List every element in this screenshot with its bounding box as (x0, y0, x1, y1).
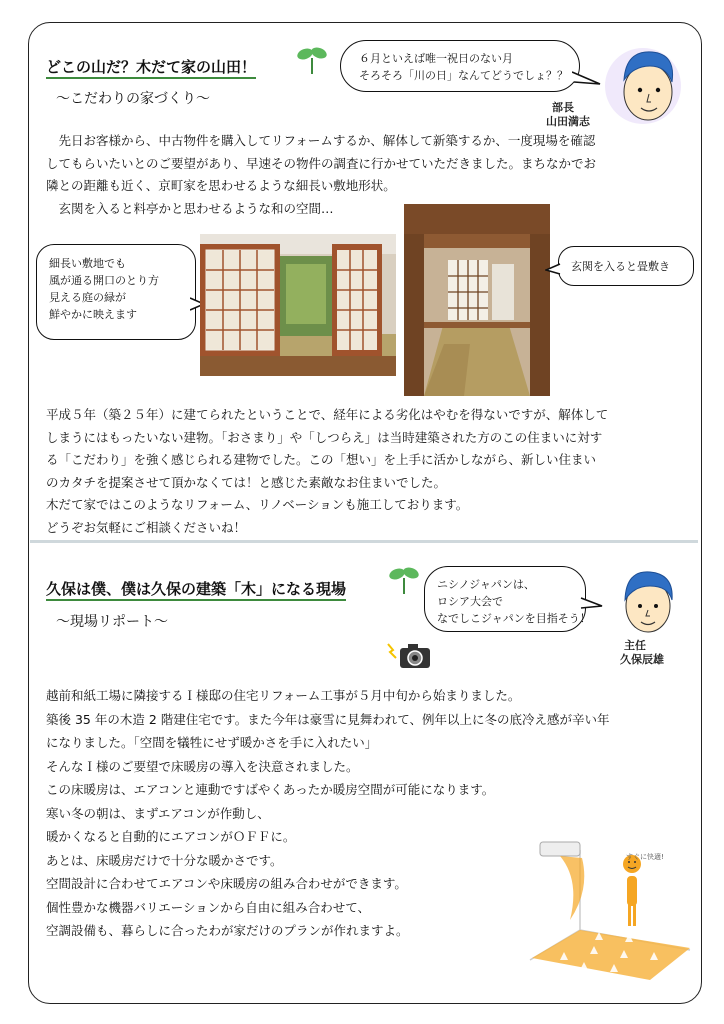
text-line: になりました。「空間を犠牲にせず暖かさを手に入れたい」 (46, 735, 378, 750)
speech-line: 見える庭の緑が (49, 291, 126, 304)
text-line: 寒い冬の朝は、まずエアコンが作動し、 (46, 805, 270, 821)
section2-title: 久保は僕、僕は久保の建築「木」になる現場 (46, 578, 346, 599)
speech-line: 玄関を入ると畳敷き (571, 260, 670, 273)
text-line: この床暖房は、エアコンと連動ですばやくあったか暖房空間が可能になります。 (46, 782, 495, 797)
speech-bubble-opening (36, 244, 196, 340)
floor-heating-illustration (520, 830, 700, 990)
speech-bubble-entrance (558, 246, 694, 286)
speech-line: ６月といえば唯一祝日のない月 (359, 52, 513, 65)
text-line: 隣との距離も近く、京町家を思わせるような細長い敷地形状。 (46, 178, 396, 193)
bubble-tail (572, 70, 602, 90)
section1-subtitle: 〜こだわりの家づくり〜 (56, 91, 210, 107)
text-line: る「こだわり」を強く感じられる建物でした。この「想い」を上手に活かしながら、新しい住まい (46, 452, 597, 467)
camera-icon (386, 640, 432, 670)
sprout-icon (388, 564, 420, 594)
sprout-icon (296, 44, 328, 74)
text-line: 先日お客様から、中古物件を購入してリフォームするか、解体して新築するか、一度現場を確認 (46, 133, 596, 148)
speech-line: なでしこジャパンを目指そう！ (437, 612, 591, 625)
manager-name: 山田満志 (546, 115, 590, 128)
photo-entrance-tatami (404, 204, 550, 396)
chief-name: 久保辰雄 (620, 653, 664, 666)
text-line: 平成５年（築２５年）に建てられたということで、経年による劣化はやむを得ないですが、解体して (46, 407, 609, 422)
avatar-manager (600, 36, 686, 132)
speech-line: 細長い敷地でも (49, 257, 126, 270)
chief-title: 主任 (624, 639, 646, 652)
bubble-tail (545, 262, 561, 278)
text-line: 空間設計に合わせてエアコンや床暖房の組み合わせができます。 (46, 876, 407, 891)
text-line: 空調設備も、暮らしに合ったわが家だけのプランが作れますよ。 (46, 923, 409, 938)
section-divider (30, 540, 698, 543)
text-line: しまうにはもったいない建物。「おさまり」や「しつらえ」は当時建築された方のこの住まいに対す (46, 429, 603, 445)
speech-bubble-chief (424, 566, 591, 632)
speech-line: そろそろ「川の日」なんてどうでしょ？？ (359, 69, 568, 82)
speech-line: 鮮やかに映えます (49, 308, 137, 321)
speech-line: ニシノジャパンは、 (437, 578, 535, 591)
text-line: どうぞお気軽にご相談くださいね！ (46, 519, 247, 535)
text-line: 玄関を入ると料亭かと思わせるような和の空間… (46, 200, 334, 216)
manager-title: 部長 (552, 101, 574, 114)
section1-body-text (46, 404, 608, 539)
text-line: してもらいたいとのご要望があり、早速その物件の調査に行かせていただきました。まちなかでお (46, 155, 597, 171)
text-line: そんなＩ様のご要望で床暖房の導入を決意されました。 (46, 758, 359, 774)
speech-line: 風が通る開口のとり方 (49, 274, 159, 287)
text-line: 越前和紙工場に隣接するＩ様邸の住宅リフォーム工事が５月中旬から始まりました。 (46, 688, 521, 703)
text-line: のカタチを提案させて頂かなくては！と感じた素敵なお住まいでした。 (46, 474, 447, 490)
speech-line: ロシア大会で (437, 595, 503, 608)
text-line: 個性豊かな機器バリエーションから自由に組み合わせて、 (46, 899, 371, 915)
section2-subtitle: 〜現場リポート〜 (56, 614, 168, 630)
text-line: あとは、床暖房だけで十分な暖かさです。 (46, 852, 283, 868)
text-line: 木だて家ではこのようなリフォーム、リノベーションも施工しております。 (46, 497, 469, 512)
speech-bubble-manager (340, 40, 580, 92)
photo-tatami-room-with-shoji (200, 234, 396, 376)
text-line: 築後 35 年の木造 2 階建住宅です。また今年は豪雪に見舞われて、例年以上に冬の底冷え感が辛い年 (46, 711, 610, 727)
bubble-tail (580, 596, 604, 614)
illustration-caption: すぐに快適! (626, 853, 664, 861)
section1-title: どこの山だ？木だて家の山田！ (46, 56, 256, 77)
avatar-chief (612, 560, 684, 642)
text-line: 暖かくなると自動的にエアコンがＯＦＦに。 (46, 829, 296, 844)
